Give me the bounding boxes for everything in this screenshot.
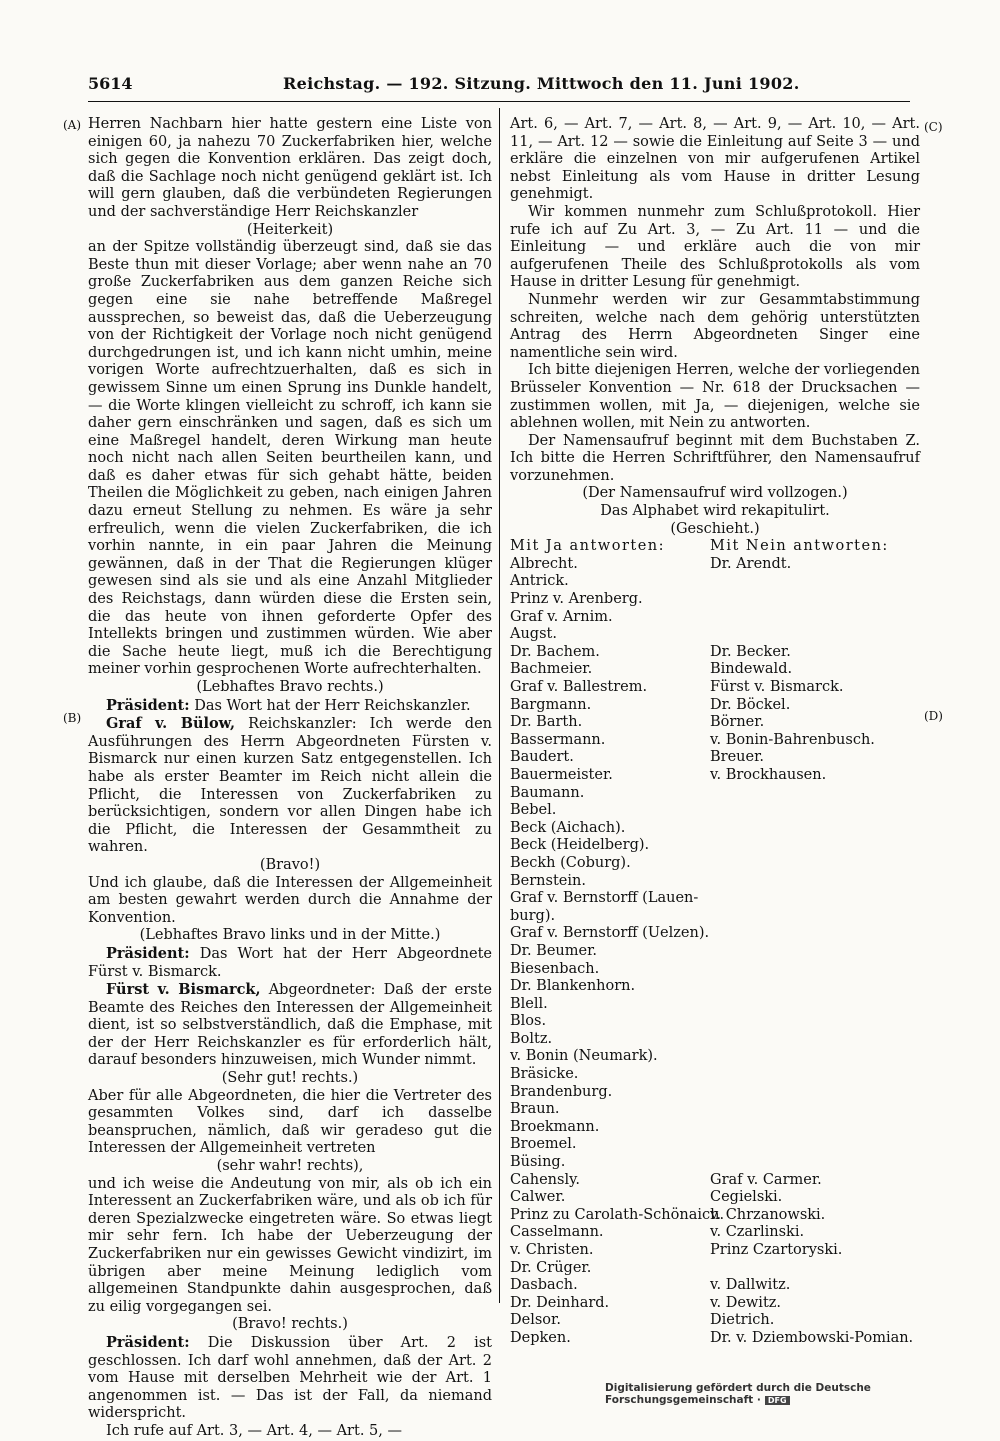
paragraph bbox=[88, 1334, 492, 1423]
paragraph-text: an der Spitze vollständig überzeugt sind, daß sie das Beste thun mit dieser Vorlage; aber wenn nahe an 70 große Zuckerfabriken aus dem ganzen Reiche sich gegen eine sie nahe betreffende Maßregel aussprechen, so beweist das, daß die Ueberzeugung von der Richtigkeit der Vorlage noch nicht genügend durchgedrungen ist, und ich kann nicht umhin, meine vorigen Worte aufrechtzuerhalten, daß es sich in gewissem Sinne um einen Sprung ins Dunkle handelt, — die Worte klingen vielleicht zu schroff, ich kann sie daher gern einschränken und sagen, daß es sich um eine Maßregel handelt, deren Wirkung man heute noch nicht nach allen Seiten beurtheilen kann, und daß es daher etwas für sich gehabt hätte, beiden Theilen die Möglichkeit zu geben, nach einigen Jahren dazu erneut Stellung zu nehmen. Es wäre ja sehr erfreulich, wenn die vielen Zuckerfabriken, die ich vorhin nannte, in ein paar Jahren die Meinung gewännen, daß in der That die Regierungen klüger gewesen sind als sie und als eine Anzahl Mitglieder des Reichstags, dann würden diese die Ersten sein, die das heute von ihnen geforderte Opfer des Intellekts bringen und zustimmen würden. Wie aber die Sache heute liegt, muß ich die Berechtigung meiner vorhin gesprochenen Worte aufrechterhalten. bbox=[88, 239, 492, 678]
yes-voter: Dasbach. bbox=[510, 1277, 578, 1294]
vote-list-headers bbox=[510, 538, 920, 556]
margin-mark-b: (B) bbox=[63, 711, 82, 725]
column-divider bbox=[499, 108, 500, 1303]
paragraph-text: Nunmehr werden wir zur Gesammtabstimmung schreiten, welche nach dem gehörig unterstützten Antrag des Herrn Abgeordneten Singer eine namentliche sein wird. bbox=[510, 291, 920, 361]
speaker-name: Präsident: bbox=[106, 1333, 190, 1351]
vote-row bbox=[510, 855, 920, 873]
paragraph-text: Ich bitte diejenigen Herren, welche der vorliegenden Brüsseler Konvention — Nr. 618 der Drucksachen — zustimmen wollen, mit Ja, — diejenigen, welche sie ablehnen wollen, mit Nein zu antworten. bbox=[510, 362, 920, 432]
paragraph-text: (Bravo!) bbox=[259, 856, 321, 873]
vote-row bbox=[510, 767, 920, 785]
stage-direction bbox=[88, 1070, 492, 1088]
yes-voter: Graf v. Ballestrem. bbox=[510, 679, 648, 695]
vote-row bbox=[510, 890, 920, 908]
paragraph bbox=[510, 362, 920, 432]
no-voter bbox=[710, 1066, 920, 1084]
vote-row bbox=[510, 820, 920, 838]
vote-row bbox=[510, 1013, 920, 1031]
margin-mark-c: (C) bbox=[924, 120, 943, 134]
yes-voter: Dr. Crüger. bbox=[510, 1259, 592, 1276]
no-voter bbox=[710, 802, 920, 820]
yes-voter: Graf v. Bernstorff (Uelzen). bbox=[510, 925, 710, 942]
margin-mark-a: (A) bbox=[63, 118, 82, 132]
yes-voter: Biesenbach. bbox=[510, 960, 600, 977]
vote-row bbox=[510, 837, 920, 855]
yes-voter: Dr. Bachem. bbox=[510, 643, 600, 660]
no-voter: Graf v. Carmer. bbox=[710, 1171, 822, 1188]
no-voter bbox=[710, 609, 920, 627]
yes-voter: Graf v. Bernstorff (Lauen- bbox=[510, 890, 699, 907]
vote-row bbox=[510, 873, 920, 891]
vote-row bbox=[510, 591, 920, 609]
paragraph bbox=[88, 1088, 492, 1158]
yes-voter: Dr. Deinhard. bbox=[510, 1294, 610, 1311]
no-header: Mit Nein antworten: bbox=[710, 538, 889, 555]
vote-row bbox=[510, 1154, 920, 1172]
yes-voter: Beck (Aichach). bbox=[510, 819, 626, 836]
paragraph-text: (Heiterkeit) bbox=[246, 221, 334, 238]
no-voter bbox=[710, 626, 920, 644]
no-voter bbox=[710, 591, 920, 609]
vote-row bbox=[510, 1066, 920, 1084]
no-voter bbox=[710, 1013, 920, 1031]
vote-row bbox=[510, 1048, 920, 1066]
no-voter: v. Dewitz. bbox=[710, 1294, 782, 1311]
yes-voter: Dr. Beumer. bbox=[510, 942, 598, 959]
paragraph-text: Und ich glaube, daß die Interessen der Allgemeinheit am besten gewahrt werden durch die Annahme der Konvention. bbox=[88, 874, 492, 926]
stage-direction bbox=[88, 1158, 492, 1176]
no-voter bbox=[710, 890, 920, 908]
paragraph bbox=[510, 292, 920, 362]
yes-voter: Bernstein. bbox=[510, 872, 586, 889]
no-voter bbox=[710, 925, 920, 943]
no-voter bbox=[710, 785, 920, 803]
speaker-name: Präsident: bbox=[106, 944, 190, 962]
yes-voter: Dr. Blankenhorn. bbox=[510, 978, 636, 995]
no-voter: Dr. Becker. bbox=[710, 643, 791, 660]
vote-row bbox=[510, 1084, 920, 1102]
yes-voter: Broekmann. bbox=[510, 1118, 600, 1135]
speaker-name: Graf v. Bülow, bbox=[106, 715, 236, 733]
vote-row bbox=[510, 925, 920, 943]
paragraph bbox=[88, 697, 492, 716]
no-voter bbox=[710, 908, 920, 926]
vote-row bbox=[510, 1277, 920, 1295]
no-voter bbox=[710, 1031, 920, 1049]
yes-voter: Braun. bbox=[510, 1101, 560, 1118]
yes-voter: v. Bonin (Neumark). bbox=[510, 1048, 658, 1065]
paragraph bbox=[88, 981, 492, 1070]
paragraph-text: (Der Namensaufruf wird vollzogen.) bbox=[582, 485, 848, 502]
yes-header: Mit Ja antworten: bbox=[510, 538, 666, 555]
header-rule bbox=[88, 101, 910, 102]
vote-row bbox=[510, 573, 920, 591]
paragraph-text: Wir kommen nunmehr zum Schlußprotokoll. Hier rufe ich auf Zu Art. 3, — Zu Art. 11 — und die Einleitung — und erkläre auch die von mir aufgerufenen Theile des Schlußprotokolls als vom Hause in dritter Lesung für genehmigt. bbox=[510, 203, 920, 291]
vote-row bbox=[510, 626, 920, 644]
yes-voter: Broemel. bbox=[510, 1136, 577, 1153]
vote-row bbox=[510, 1312, 920, 1330]
stage-direction bbox=[88, 927, 492, 945]
no-voter bbox=[710, 1101, 920, 1119]
no-voter: Börner. bbox=[710, 714, 765, 731]
yes-voter: Bachmeier. bbox=[510, 661, 593, 678]
yes-voter: Casselmann. bbox=[510, 1224, 604, 1241]
yes-voter: Calwer. bbox=[510, 1189, 566, 1206]
page-number: 5614 bbox=[88, 74, 133, 93]
no-voter bbox=[710, 996, 920, 1014]
stage-direction bbox=[88, 857, 492, 875]
vote-row bbox=[510, 609, 920, 627]
stage-direction bbox=[88, 1316, 492, 1334]
stage-direction bbox=[510, 521, 920, 539]
running-header bbox=[88, 74, 910, 98]
yes-voter: Albrecht. bbox=[510, 555, 578, 572]
paragraph-text: Ich rufe auf Art. 3, — Art. 4, — Art. 5, — bbox=[106, 1422, 402, 1439]
no-voter: v. Brockhausen. bbox=[710, 766, 827, 783]
vote-row bbox=[510, 1189, 920, 1207]
vote-row bbox=[510, 732, 920, 750]
paragraph-text: Abgeordneter: Daß der erste Beamte des Reiches den Interessen der Allgemeinheit dient, ist so selbstverständlich, daß die Emphase, mit der der Herr Reichskanzler es für erforderlich hält, darauf besonders hinzuweisen, mich Wunder nimmt. bbox=[88, 982, 493, 1069]
no-voter bbox=[710, 1119, 920, 1137]
yes-voter: Graf v. Arnim. bbox=[510, 608, 613, 625]
no-voter: v. Czarlinski. bbox=[710, 1224, 805, 1241]
no-voter bbox=[710, 961, 920, 979]
vote-row bbox=[510, 1260, 920, 1278]
vote-row bbox=[510, 1224, 920, 1242]
vote-row bbox=[510, 908, 920, 926]
paragraph-text: Herren Nachbarn hier hatte gestern eine Liste von einigen 60, ja nahezu 70 Zuckerfabriken hier, welche sich gegen die Konvention erklären. Das zeigt doch, daß die Sachlage noch nicht genügend geklärt ist. Ich will gern glauben, daß die verbündeten Regierungen und der sachverständige Herr Reichskanzler bbox=[88, 116, 492, 220]
footer-credit bbox=[605, 1382, 1000, 1406]
no-voter: v. Bonin-Bahrenbusch. bbox=[710, 731, 875, 748]
yes-voter: Bebel. bbox=[510, 802, 557, 819]
paragraph-text: und ich weise die Andeutung von mir, als ob ich ein Interessent an Zuckerfabriken wäre, und als ob ich für deren Spezialzwecke eingetreten wäre. So etwas liegt mir sehr fern. Ich habe der Ueberzeugung der Zuckerfabriken nur ein gewisses Gewicht vindizirt, im übrigen aber meine Meinung lediglich vom allgemeinen Standpunkte dahin ausgesprochen, daß zu eilig vorgegangen sei. bbox=[88, 1175, 492, 1315]
right-column-text bbox=[510, 116, 920, 538]
vote-row bbox=[510, 1119, 920, 1137]
vote-row bbox=[510, 697, 920, 715]
yes-voter: Bräsicke. bbox=[510, 1066, 579, 1083]
paragraph-text: Art. 6, — Art. 7, — Art. 8, — Art. 9, — Art. 10, — Art. 11, — Art. 12 — sowie die Einleitung auf Seite 3 — und erkläre die einzelnen von mir aufgerufenen Artikel nebst Einleitung als vom Hause in dritter Lesung genehmigt. bbox=[510, 116, 920, 203]
stage-direction bbox=[88, 222, 492, 240]
yes-voter: Antrick. bbox=[510, 573, 569, 590]
no-voter bbox=[710, 1136, 920, 1154]
vote-row bbox=[510, 679, 920, 697]
vote-row bbox=[510, 1207, 920, 1225]
no-voter: Dr. Arendt. bbox=[710, 555, 792, 572]
yes-voter: Augst. bbox=[510, 626, 557, 643]
yes-voter: Bargmann. bbox=[510, 696, 592, 713]
paragraph-text: (Geschieht.) bbox=[670, 520, 760, 537]
vote-row bbox=[510, 1172, 920, 1190]
vote-row bbox=[510, 1242, 920, 1260]
paragraph-text: Reichskanzler: Ich werde den Ausführungen des Herrn Abgeordneten Fürsten v. Bismarck nur einen kurzen Satz entgegenstellen. Ich habe als erster Beamter im Reich nicht allein die Pflicht, die Interessen von Zuckerfabriken zu berücksichtigen, sondern vor allen Dingen habe ich die Pflicht, die Interessen der Gesammtheit zu wahren. bbox=[88, 716, 492, 856]
vote-row bbox=[510, 802, 920, 820]
yes-voter: v. Christen. bbox=[510, 1242, 594, 1258]
yes-voter: Beck (Heidelberg). bbox=[510, 837, 650, 854]
yes-voter: Brandenburg. bbox=[510, 1083, 613, 1100]
vote-row bbox=[510, 1136, 920, 1154]
vote-row bbox=[510, 1031, 920, 1049]
paragraph bbox=[510, 204, 920, 292]
no-voter: Dr. Böckel. bbox=[710, 696, 791, 713]
speaker-name: Präsident: bbox=[106, 696, 190, 714]
yes-voter: Bassermann. bbox=[510, 731, 606, 748]
yes-voter: Baudert. bbox=[510, 749, 574, 766]
no-voter bbox=[710, 1154, 920, 1172]
dfg-logo: DFG bbox=[765, 1396, 790, 1405]
paragraph-text: Die Diskussion über Art. 2 ist geschlossen. Ich darf wohl annehmen, daß der Art. 2 vom Hause mit derselben Mehrheit wie der Art. 1 angenommen ist. — Das ist der Fall, da niemand widerspricht. bbox=[88, 1334, 493, 1422]
paragraph-text: (Bravo! rechts.) bbox=[232, 1316, 348, 1333]
stage-direction bbox=[88, 679, 492, 697]
paragraph bbox=[88, 1176, 492, 1317]
vote-row bbox=[510, 978, 920, 996]
no-voter bbox=[710, 943, 920, 961]
paragraph bbox=[88, 1423, 492, 1441]
no-voter: Bindewald. bbox=[710, 661, 793, 678]
yes-voter: Cahensly. bbox=[510, 1171, 580, 1188]
no-voter: Dr. v. Dziembowski-Pomian. bbox=[710, 1329, 914, 1346]
stage-direction bbox=[510, 485, 920, 503]
paragraph bbox=[88, 116, 492, 222]
no-voter: v. Chrzanowski. bbox=[710, 1206, 826, 1223]
yes-voter: Prinz zu Carolath-Schönaich. bbox=[510, 1206, 725, 1223]
yes-voter: Blos. bbox=[510, 1013, 547, 1030]
no-voter: Dietrich. bbox=[710, 1312, 775, 1329]
paragraph-text: (sehr wahr! rechts), bbox=[216, 1158, 364, 1175]
yes-voter: Bauermeister. bbox=[510, 766, 613, 783]
no-voter bbox=[710, 978, 920, 996]
paragraph bbox=[510, 433, 920, 486]
no-voter bbox=[710, 820, 920, 838]
vote-rows bbox=[510, 556, 920, 1348]
paragraph-text: (Lebhaftes Bravo links und in der Mitte.) bbox=[139, 927, 441, 944]
no-voter bbox=[710, 855, 920, 873]
yes-voter: Baumann. bbox=[510, 784, 585, 801]
vote-row bbox=[510, 1295, 920, 1313]
yes-voter: Beckh (Coburg). bbox=[510, 854, 631, 871]
paragraph-text: (Lebhaftes Bravo rechts.) bbox=[196, 679, 384, 695]
yes-voter: Depken. bbox=[510, 1329, 571, 1346]
paragraph-text: Aber für alle Abgeordneten, die hier die Vertreter des gesammten Volkes sind, darf ich dasselbe beanspruchen, nämlich, daß wir geradeso gut die Interessen der Allgemeinheit vertreten bbox=[88, 1087, 492, 1157]
no-voter bbox=[710, 1260, 920, 1278]
yes-voter: Dr. Barth. bbox=[510, 714, 583, 731]
no-voter bbox=[710, 837, 920, 855]
running-title: Reichstag. — 192. Sitzung. Mittwoch den 11. Juni 1902. bbox=[283, 74, 800, 93]
no-voter bbox=[710, 873, 920, 891]
paragraph-text: (Sehr gut! rechts.) bbox=[221, 1070, 359, 1087]
paragraph-text: Das Wort hat der Herr Reichskanzler. bbox=[194, 697, 471, 714]
vote-row bbox=[510, 961, 920, 979]
yes-voter: Büsing. bbox=[510, 1154, 566, 1171]
vote-row bbox=[510, 661, 920, 679]
no-voter: Cegielski. bbox=[710, 1189, 783, 1206]
paragraph bbox=[88, 875, 492, 928]
right-column bbox=[510, 116, 920, 1348]
yes-voter: Prinz v. Arenberg. bbox=[510, 591, 643, 608]
stage-direction bbox=[510, 503, 920, 521]
vote-row bbox=[510, 785, 920, 803]
vote-row bbox=[510, 1330, 920, 1348]
no-voter bbox=[710, 1048, 920, 1066]
vote-list bbox=[510, 538, 920, 1347]
no-voter: v. Dallwitz. bbox=[710, 1277, 791, 1294]
yes-voter: Delsor. bbox=[510, 1312, 561, 1329]
vote-row bbox=[510, 996, 920, 1014]
margin-mark-d: (D) bbox=[924, 709, 943, 723]
paragraph-text: Das Wort hat der Herr Abgeordnete Fürst v. Bismarck. bbox=[88, 945, 493, 980]
vote-row bbox=[510, 943, 920, 961]
speaker-name: Fürst v. Bismarck, bbox=[106, 981, 261, 999]
paragraph-text: Der Namensaufruf beginnt mit dem Buchstaben Z. Ich bitte die Herren Schriftführer, den Namensaufruf vorzunehmen. bbox=[510, 432, 920, 484]
paragraph bbox=[88, 715, 492, 857]
no-voter bbox=[710, 1084, 920, 1102]
vote-row bbox=[510, 556, 920, 574]
left-column bbox=[88, 116, 492, 1441]
paragraph bbox=[88, 945, 492, 981]
vote-row bbox=[510, 1101, 920, 1119]
yes-voter: burg). bbox=[510, 907, 556, 924]
vote-row bbox=[510, 714, 920, 732]
yes-voter: Boltz. bbox=[510, 1030, 553, 1047]
no-voter: Prinz Czartoryski. bbox=[710, 1242, 843, 1258]
paragraph bbox=[88, 239, 492, 679]
vote-row bbox=[510, 644, 920, 662]
paragraph bbox=[510, 116, 920, 204]
no-voter: Breuer. bbox=[710, 749, 765, 766]
footer-text: Digitalisierung gefördert durch die Deutsche Forschungsgemeinschaft · bbox=[605, 1382, 871, 1406]
no-voter: Fürst v. Bismarck. bbox=[710, 679, 844, 695]
yes-voter: Blell. bbox=[510, 995, 548, 1012]
vote-row bbox=[510, 749, 920, 767]
paragraph-text: Das Alphabet wird rekapitulirt. bbox=[600, 503, 830, 520]
no-voter bbox=[710, 573, 920, 591]
